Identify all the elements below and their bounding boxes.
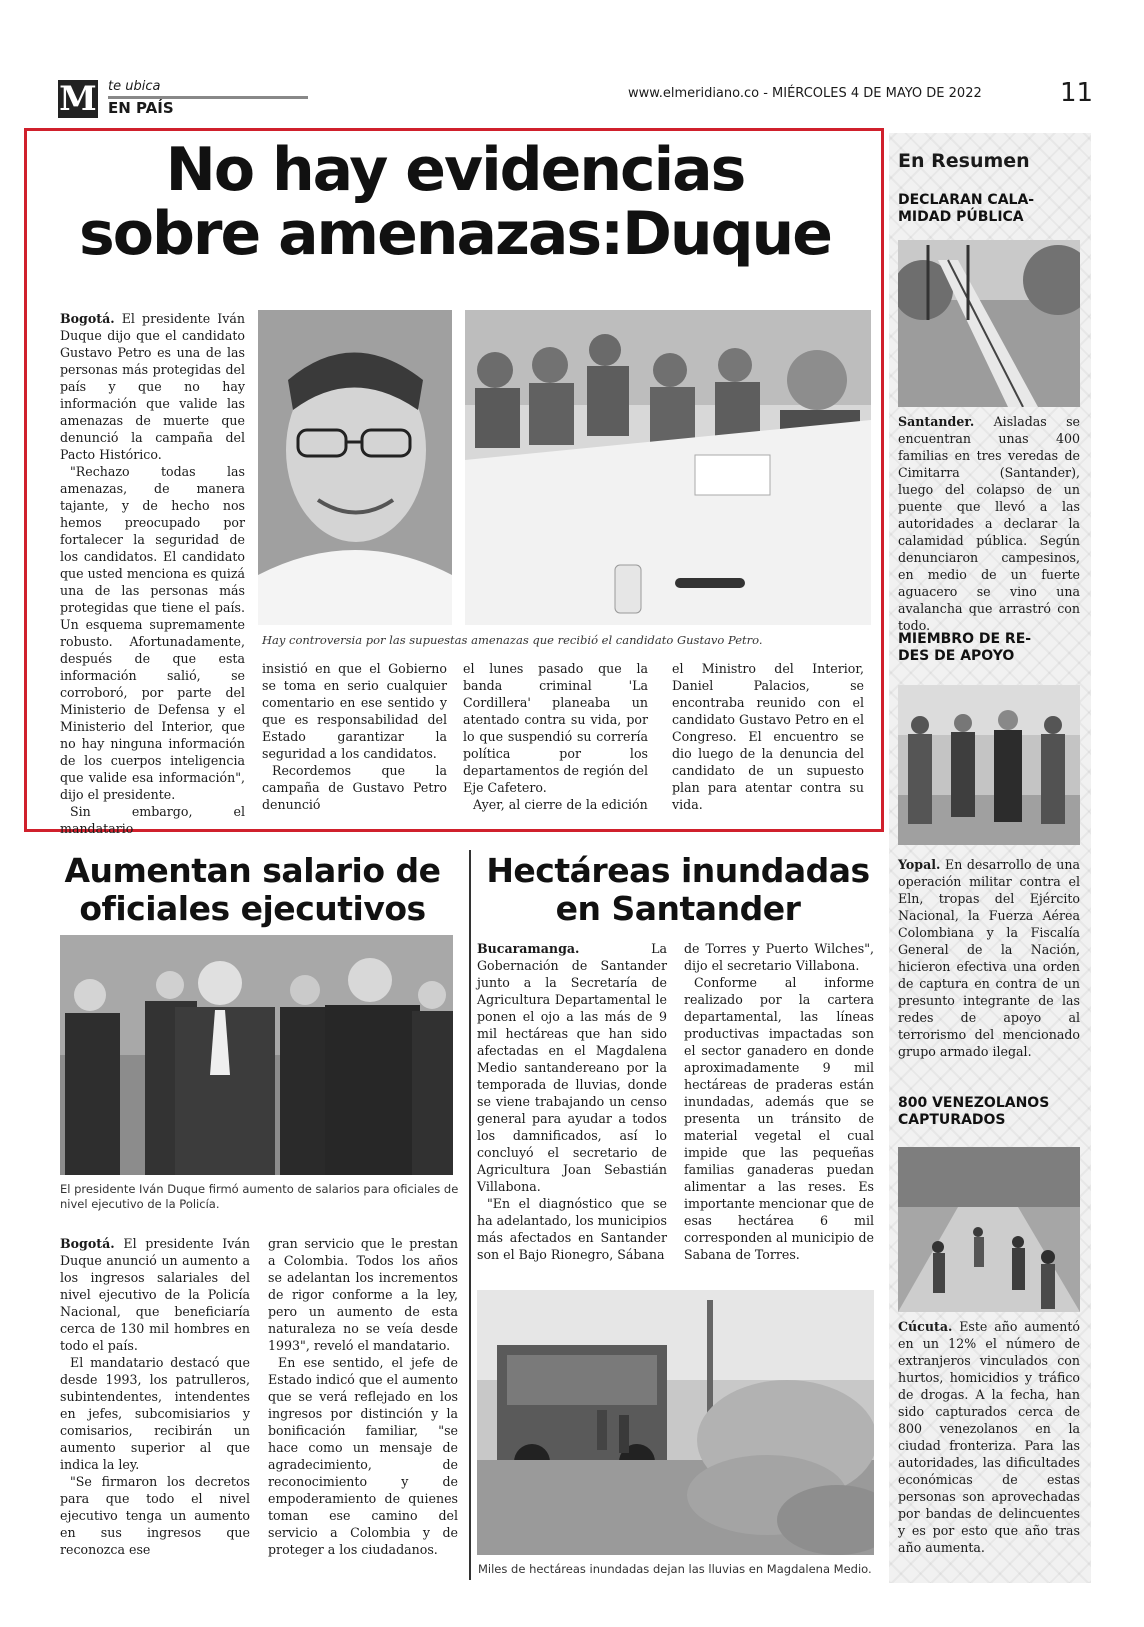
- page-number: 11: [1060, 78, 1094, 108]
- dateline: Bogotá.: [60, 311, 115, 326]
- sidebar-item-text: [898, 413, 1080, 634]
- sidebar-item-text: [898, 1318, 1080, 1556]
- paragraph: El presidente Iván Duque dijo que el candidato Gustavo Petro es una de las personas más protegidas del país y que no hay información que valide las amenazas de muerte que denunció la campaña del Pacto Histórico.: [60, 311, 245, 462]
- paragraph: Ayer, al cierre de la edición: [473, 797, 648, 812]
- salary-story-column-2: [268, 1235, 458, 1558]
- column-divider: [469, 850, 471, 1580]
- newspaper-logo: M: [59, 79, 97, 119]
- duque-police-photo: [60, 935, 453, 1175]
- paragraph: En desarrollo de una operación militar contra el Eln, tropas del Ejército Nacional, la Fuerza Aérea Colombiana y la Fiscalía General de la Nación, hicieron efectiva una orden de captura en contra de un presunto integrante de las redes de apoyo al terrorismo del mencionado grupo armado ilegal.: [898, 857, 1080, 1059]
- petro-portrait-photo: [258, 310, 452, 625]
- sidebar-title: En Resumen: [898, 150, 1030, 172]
- meeting-photo: [465, 310, 871, 625]
- dateline: Santander.: [898, 414, 975, 429]
- paragraph: Este año aumentó en un 12% el número de extranjeros vinculados con hurtos, homicidios y tráfico de drogas. A la fecha, han sido capturados cerca de 800 venezolanos en la ciudad fronteriza. Para las autoridades, las dificultades económicas de estas personas son aprovechadas por bandas de delincuentes y es por esto que año tras año aumenta.: [898, 1319, 1080, 1555]
- paragraph: gran servicio que le prestan a Colombia. Todos los años se adelantan los incrementos de rigor conforme a la ley, pero un aumento de esta naturaleza no se veía desde 1993", reveló el mandatario.: [268, 1236, 458, 1353]
- dateline: Cúcuta.: [898, 1319, 953, 1334]
- sidebar-headline-line2: CAPTURADOS: [898, 1112, 1006, 1128]
- paragraph: insistió en que el Gobierno se toma en serio cualquier comentario en ese sentido y que es responsabilidad del Estado garantizar la seguridad a los candidatos.: [262, 661, 447, 761]
- flood-headline-line2: en Santander: [555, 889, 801, 928]
- sidebar-headline-line2: MIDAD PÚBLICA: [898, 209, 1024, 225]
- sidebar-item-headline: [898, 192, 1068, 226]
- salary-story-column-1: [60, 1235, 250, 1558]
- sidebar-headline-line1: 800 VENEZOLANOS: [898, 1095, 1050, 1111]
- collapsed-bridge-photo: [898, 240, 1080, 407]
- dateline: Bucaramanga.: [477, 941, 580, 956]
- sidebar-headline-line1: DECLARAN CALA-: [898, 192, 1035, 208]
- site-and-date: www.elmeridiano.co - MIÉRCOLES 4 DE MAYO DE 2022: [628, 86, 982, 101]
- main-story-column-1: [60, 310, 245, 837]
- paragraph: Recordemos que la campaña de Gustavo Petro denunció: [262, 763, 447, 812]
- sidebar-item-headline: [898, 1095, 1068, 1129]
- sidebar-item-text: [898, 856, 1080, 1060]
- migrants-walking-photo: [898, 1147, 1080, 1312]
- flood-headline-line1: Hectáreas inundadas: [486, 851, 870, 890]
- paragraph: el Ministro del Interior, Daniel Palacios, se encontraba reunido con el candidato Gustavo Petro en el Congreso. El encuentro se dio luego de la denuncia del candidato de un supuesto plan para atentar contra su vida.: [672, 661, 864, 812]
- paragraph: Aisladas se encuentran unas 400 familias en tres veredas de Cimitarra (Santander), luego del colapso de un puente que llevó a las autoridades a declarar la calamidad pública. Según denunciaron campesinos, en medio de un fuerte aguacero se vino una avalancha que arrastró con todo.: [898, 414, 1080, 633]
- main-story-column-4: [672, 660, 864, 813]
- sidebar-headline-line1: MIEMBRO DE RE-: [898, 631, 1032, 647]
- flood-story-column-1: [477, 940, 667, 1263]
- main-headline: [40, 135, 870, 269]
- salary-headline-line1: Aumentan salario de: [64, 851, 441, 890]
- flood-story-column-2: [684, 940, 874, 1263]
- main-headline-line1: No hay evidencias: [165, 135, 745, 205]
- main-story-column-2: [262, 660, 447, 813]
- flood-photo-caption: Miles de hectáreas inundadas dejan las lluvias en Magdalena Medio.: [478, 1562, 872, 1576]
- flood-photo: [477, 1290, 874, 1555]
- dateline: Yopal.: [898, 857, 941, 872]
- paragraph: de Torres y Puerto Wilches", dijo el secretario Villabona.: [684, 941, 874, 973]
- dateline: Bogotá.: [60, 1236, 115, 1251]
- main-story-column-3: [463, 660, 648, 813]
- section-name: EN PAÍS: [108, 99, 174, 117]
- main-headline-line2: sobre amenazas:Duque: [79, 199, 831, 269]
- paragraph: el lunes pasado que la banda criminal 'La Cordillera' planeaba un atentado contra su vida, por lo que suspendió su correría política por los departamentos de región del Eje Cafetero.: [463, 661, 648, 795]
- salary-headline: [50, 852, 455, 928]
- paragraph: La Gobernación de Santander junto a la Secretaría de Agricultura Departamental le ponen el ojo a las más de 9 mil hectáreas que han sido afectadas en el Magdalena Medio santandereano por la temporada de lluvias, donde se viene trabajando un censo general para ayudar a todos los damnificados, así lo concluyó el secretario de Agricultura Joan Sebastián Villabona.: [477, 941, 667, 1194]
- paragraph: El presidente Iván Duque anunció un aumento a los ingresos salariales del nivel ejecutivo de la Policía Nacional, que beneficiaría cerca de 130 mil hombres en todo el país.: [60, 1236, 250, 1353]
- paragraph: Conforme al informe realizado por la cartera departamental, las líneas productivas impactadas son el sector ganadero en donde aproximadamente 9 mil hectáreas de praderas están inundadas, además que se presenta un tránsito de material vegetal el cual impide que las pequeñas familias ganaderas puedan alimentar a las reses. Es importante mencionar que de esas hectárea 6 mil corresponden al municipio de Sabana de Torres.: [684, 975, 874, 1262]
- salary-photo-caption: El presidente Iván Duque firmó aumento de salarios para oficiales de nivel ejecutivo de la Policía.: [60, 1182, 459, 1211]
- flood-headline: [478, 852, 878, 928]
- paragraph: "Se firmaron los decretos para que todo el nivel ejecutivo tenga un aumento en sus ingresos que reconozca ese: [60, 1474, 250, 1557]
- military-arrest-photo: [898, 685, 1080, 845]
- sidebar-item-headline: [898, 631, 1068, 665]
- section-kicker: te ubica: [108, 79, 161, 94]
- paragraph: "Rechazo todas las amenazas, de manera tajante, y de hecho nos hemos preocupado por fortalecer la seguridad de los candidatos. El candidato que usted menciona es quizá una de las personas más protegidas que tiene el país. Un esquema supremamente robusto. Afortunadamente, después de que esta información salió, se corroboró, por parte del Ministerio de Defensa y el Ministerio del Interior, que no hay ninguna información de los cuerpos inteligencia que valide esa información", dijo el presidente.: [60, 464, 245, 802]
- paragraph: Sin embargo, el mandatario: [60, 804, 245, 836]
- salary-headline-line2: oficiales ejecutivos: [79, 889, 426, 928]
- main-photo-caption: Hay controversia por las supuestas amenazas que recibió el candidato Gustavo Petro.: [262, 633, 763, 647]
- paragraph: "En el diagnóstico que se ha adelantado, los municipios más afectados en Santander son el Bajo Rionegro, Sábana: [477, 1196, 667, 1262]
- paragraph: En ese sentido, el jefe de Estado indicó que el aumento que se verá reflejado en los ingresos por distinción y la bonificación familiar, "se hace como un mensaje de agradecimiento, de reconocimiento y de empoderamiento de quienes toman ese camino del servicio a Colombia y de proteger a los ciudadanos.: [268, 1355, 458, 1557]
- paragraph: El mandatario destacó que desde 1993, los patrulleros, subintendentes, intendentes en jefes, subcomisiarios y comisarios, recibirán un aumento superior al que indica la ley.: [60, 1355, 250, 1472]
- sidebar-headline-line2: DES DE APOYO: [898, 648, 1015, 664]
